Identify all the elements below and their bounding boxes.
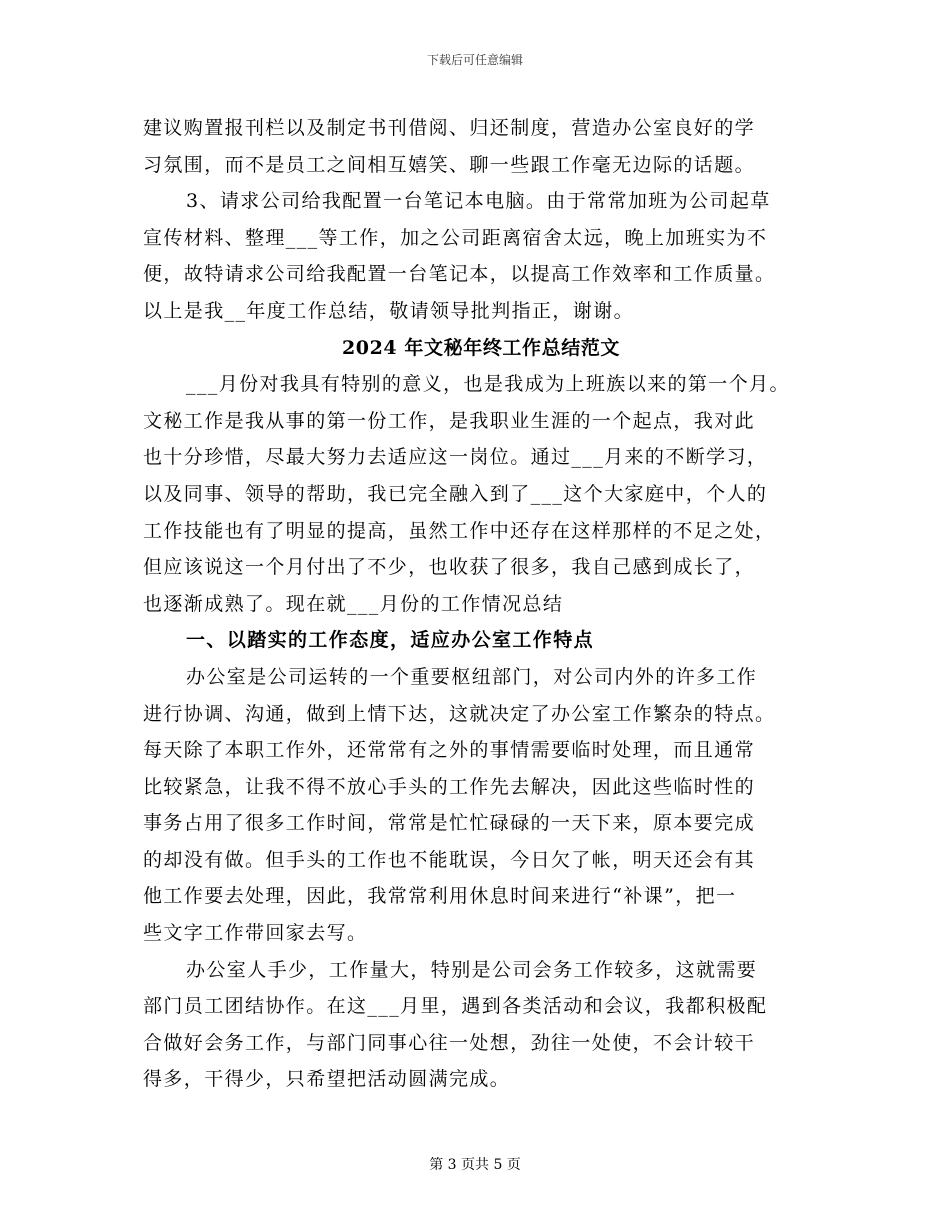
body-line: 3、请求公司给我配置一台笔记本电脑。由于常常加班为公司起草	[186, 190, 771, 213]
body-line: 他工作要去处理，因此，我常常利用休息时间来进行“补课”，把一	[143, 885, 737, 908]
body-line: 也十分珍惜，尽最大努力去适应这一岗位。通过___月来的不断学习，	[143, 446, 768, 469]
body-line: 文秘工作是我从事的第一份工作，是我职业生涯的一个起点，我对此	[143, 409, 756, 432]
body-line: 以及同事、领导的帮助，我已完全融入到了___这个大家庭中，个人的	[143, 482, 768, 505]
document-body	[143, 110, 823, 1098]
body-line: 工作技能也有了明显的提高，虽然工作中还存在这样那样的不足之处，	[143, 519, 776, 542]
body-line: 合做好会务工作，与部门同事心往一处想，劲往一处使，不会计较干	[143, 1031, 756, 1054]
body-line: 部门员工团结协作。在这___月里，遇到各类活动和会议，我都积极配	[143, 995, 768, 1018]
body-line: 便，故特请求公司给我配置一台笔记本，以提高工作效率和工作质量。	[143, 263, 776, 286]
body-line: 些文字工作带回家去写。	[143, 922, 368, 945]
body-line: 以上是我__年度工作总结，敬请领导批判指正，谢谢。	[143, 299, 635, 322]
body-line: 宣传材料、整理___等工作，加之公司距离宿舍太远，晚上加班实为不	[143, 226, 768, 249]
body-line: 办公室人手少，工作量大，特别是公司会务工作较多，这就需要	[186, 958, 758, 981]
body-line: 每天除了本职工作外，还常常有之外的事情需要临时处理，而且通常	[143, 739, 756, 762]
body-line: 事务占用了很多工作时间，常常是忙忙碌碌的一天下来，原本要完成	[143, 812, 756, 835]
body-line: 办公室是公司运转的一个重要枢纽部门，对公司内外的许多工作	[186, 665, 758, 688]
body-line: 也逐渐成熟了。现在就___月份的工作情况总结	[143, 592, 564, 615]
body-line: 建议购置报刊栏以及制定书刊借阅、归还制度，营造办公室良好的学	[143, 117, 756, 139]
page-number: 第 3 页共 5 页	[429, 1157, 521, 1173]
body-line: 得多，干得少，只希望把活动圆满完成。	[143, 1068, 511, 1091]
page-header: 下载后可任意编辑	[426, 53, 523, 67]
section-heading: 一、以踏实的工作态度，适应办公室工作特点	[186, 629, 595, 652]
body-line: 比较紧急，让我不得不放心手头的工作先去解决，因此这些临时性的	[143, 775, 756, 798]
body-line: 习氛围，而不是员工之间相互嬉笑、聊一些跟工作毫无边际的话题。	[143, 153, 756, 176]
body-line: 但应该说这一个月付出了不少，也收获了很多，我自己感到成长了，	[143, 556, 756, 579]
body-line: 进行协调、沟通，做到上情下达，这就决定了办公室工作繁杂的特点。	[143, 702, 776, 725]
article-title: 2024 年文秘年终工作总结范文	[341, 336, 621, 359]
body-line: ___月份对我具有特别的意义，也是我成为上班族以来的第一个月。	[186, 373, 790, 396]
body-line: 的却没有做。但手头的工作也不能耽误，今日欠了帐，明天还会有其	[143, 848, 756, 871]
